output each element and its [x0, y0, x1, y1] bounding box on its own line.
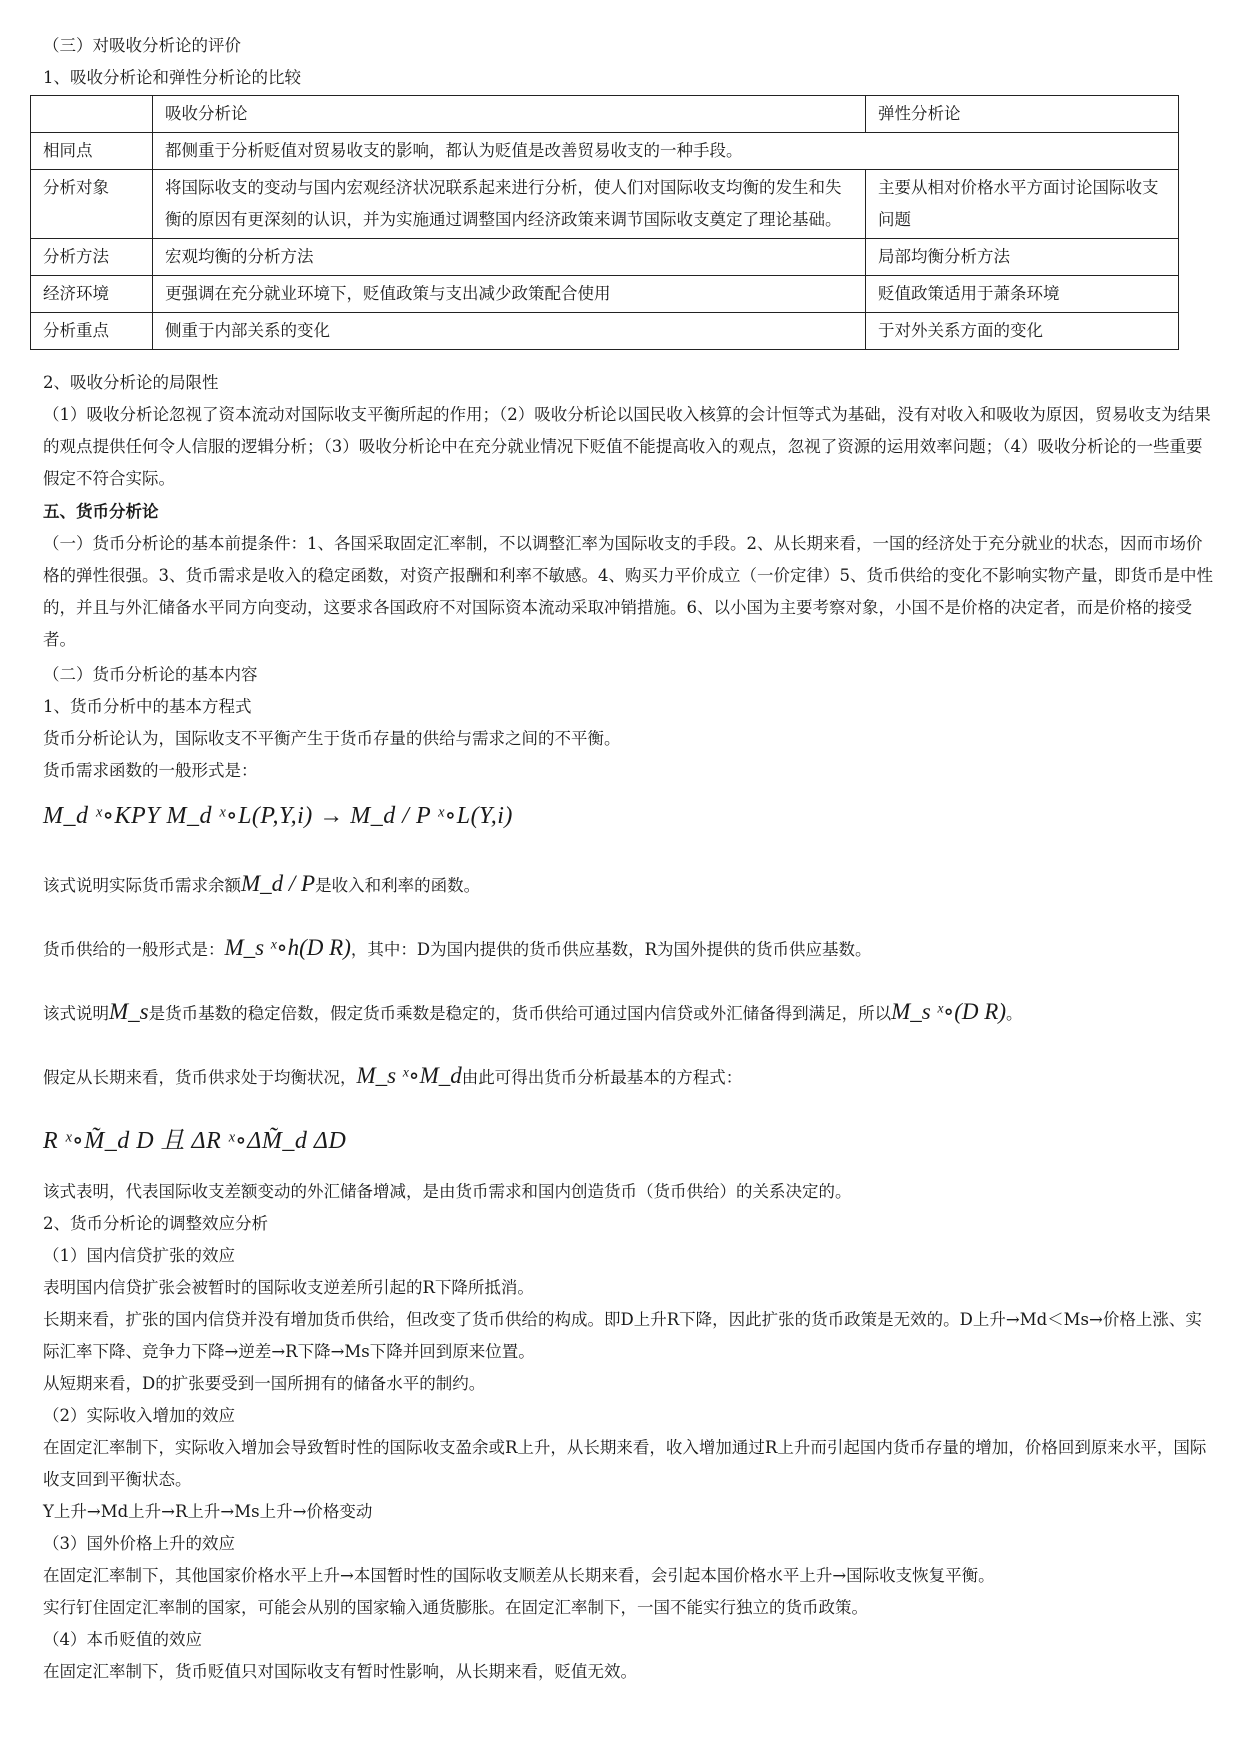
- table-cell: 贬值政策适用于萧条环境: [866, 276, 1179, 313]
- equation-heading: 1、货币分析中的基本方程式: [43, 697, 252, 716]
- text: 。: [1005, 1004, 1023, 1023]
- table-cell: 更强调在充分就业环境下，贬值政策与支出减少政策配合使用: [153, 276, 866, 313]
- text: 假定从长期来看，货币供求处于均衡状况，: [43, 1068, 357, 1087]
- table-row: [31, 313, 1179, 350]
- credit-p2: 长期来看，扩张的国内信贷并没有增加货币供给，但改变了货币供给的构成。即D上升R下降，因此扩张的货币政策是无效的。D上升→Md＜Ms→价格上涨、实际汇率下降、竞争力下降→逆差→R下降→Ms下降并回到原来位置。: [43, 1310, 1202, 1361]
- sub-title-foreign-price: （3）国外价格上升的效应: [43, 1534, 235, 1553]
- formula-inline: M_s: [109, 999, 149, 1024]
- text: 货币供给的一般形式是：: [43, 940, 225, 959]
- table-row: [31, 133, 1179, 170]
- row-label: 经济环境: [31, 276, 153, 313]
- comparison-heading: 1、吸收分析论和弹性分析论的比较: [43, 68, 301, 87]
- table-row: [31, 276, 1179, 313]
- table-header-cell: [31, 96, 153, 133]
- section-title-absorption-evaluation: （三）对吸收分析论的评价: [43, 36, 241, 55]
- basic-content-title: （二）货币分析论的基本内容: [43, 665, 258, 684]
- text: ，其中：D为国内提供的货币供应基数，R为国外提供的货币供应基数。: [350, 940, 872, 959]
- supply-note: [43, 932, 1218, 966]
- table-cell: 局部均衡分析方法: [866, 239, 1179, 276]
- result-note: 该式表明，代表国际收支差额变动的外汇储备增减，是由货币需求和国内创造货币（货币供给）的关系决定的。: [43, 1182, 852, 1201]
- foreign-price-p2: 实行钉住固定汇率制的国家，可能会从别的国家输入通货膨胀。在固定汇率制下，一国不能实行独立的货币政策。: [43, 1598, 868, 1617]
- table-cell: 于对外关系方面的变化: [866, 313, 1179, 350]
- comparison-table: [30, 95, 1179, 350]
- equation-intro: 货币分析论认为，国际收支不平衡产生于货币存量的供给与需求之间的不平衡。: [43, 729, 621, 748]
- formula-inline: M_s ˣ∘(D R): [891, 999, 1006, 1024]
- income-p1: 在固定汇率制下，实际收入增加会导致暂时性的国际收支盈余或R上升，从长期来看，收入增加通过R上升而引起国内货币存量的增加，价格回到原来水平，国际收支回到平衡状态。: [43, 1438, 1207, 1489]
- formula-inline: M_d / P: [241, 871, 316, 896]
- text: 该式说明: [43, 1004, 109, 1023]
- credit-p1: 表明国内信贷扩张会被暂时的国际收支逆差所引起的R下降所抵消。: [43, 1278, 534, 1297]
- table-cell: 侧重于内部关系的变化: [153, 313, 866, 350]
- basic-equation-formula: R ˣ∘M̃_d D 且 ΔR ˣ∘ΔM̃_d ΔD: [43, 1128, 347, 1154]
- formula-inline: M_s ˣ∘M_d: [356, 1063, 462, 1088]
- foreign-price-p1: 在固定汇率制下，其他国家价格水平上升→本国暂时性的国际收支顺差从长期来看，会引起本国价格水平上升→国际收支恢复平衡。: [43, 1566, 995, 1585]
- ms-note: [43, 996, 1218, 1030]
- credit-p3: 从短期来看，D的扩张要受到一国所拥有的储备水平的制约。: [43, 1374, 486, 1393]
- text: 该式说明实际货币需求余额: [43, 876, 241, 895]
- sub-title-devaluation: （4）本币贬值的效应: [43, 1630, 202, 1649]
- row-label: 相同点: [31, 133, 153, 170]
- text: 是货币基数的稳定倍数，假定货币乘数是稳定的，货币供给可通过国内信贷或外汇储备得到满足，所以: [148, 1004, 892, 1023]
- limits-paragraph: （1）吸收分析论忽视了资本流动对国际收支平衡所起的作用；（2）吸收分析论以国民收入核算的会计恒等式为基础，没有对收入和吸收为原因，贸易收支为结果的观点提供任何令人信服的逻辑分析；（3）吸收分析论中在充分就业情况下贬值不能提高收入的观点，忽视了资源的运用效率问题；（4）吸收分析论的一些重要假定不符合实际。: [43, 405, 1211, 488]
- demand-note: [43, 868, 1218, 902]
- table-header-cell: 弹性分析论: [866, 96, 1179, 133]
- premise-paragraph: （一）货币分析论的基本前提条件：1、各国采取固定汇率制，不以调整汇率为国际收支的手段。2、从长期来看，一国的经济处于充分就业的状态，因而市场价格的弹性很强。3、货币需求是收入的稳定函数，对资产报酬和利率不敏感。4、购买力平价成立（一价定律）5、货币供给的变化不影响实物产量，即货币是中性的，并且与外汇储备水平同方向变动，这要求各国政府不对国际资本流动采取冲销措施。6、以小国为主要考察对象，小国不是价格的决定者，而是价格的接受者。: [43, 534, 1213, 649]
- row-label: 分析对象: [31, 170, 153, 239]
- sub-title-income: （2）实际收入增加的效应: [43, 1406, 235, 1425]
- adjust-heading: 2、货币分析论的调整效应分析: [43, 1214, 268, 1233]
- row-label: 分析方法: [31, 239, 153, 276]
- formula-inline: M_s ˣ∘h(D R): [224, 935, 351, 960]
- section-title-monetary: 五、货币分析论: [43, 502, 159, 521]
- text: 是收入和利率的函数。: [315, 876, 481, 895]
- table-cell: 将国际收支的变动与国内宏观经济状况联系起来进行分析，使人们对国际收支均衡的发生和失衡的原因有更深刻的认识，并为实施通过调整国内经济政策来调节国际收支奠定了理论基础。: [153, 170, 866, 239]
- income-p2: Y上升→Md上升→R上升→Ms上升→价格变动: [43, 1502, 373, 1521]
- sub-title-credit: （1）国内信贷扩张的效应: [43, 1246, 235, 1265]
- devaluation-p1: 在固定汇率制下，货币贬值只对国际收支有暂时性影响，从长期来看，贬值无效。: [43, 1662, 637, 1681]
- demand-intro: 货币需求函数的一般形式是：: [43, 761, 258, 780]
- table-cell: 主要从相对价格水平方面讨论国际收支问题: [866, 170, 1179, 239]
- table-row: [31, 170, 1179, 239]
- table-cell: 都侧重于分析贬值对贸易收支的影响，都认为贬值是改善贸易收支的一种手段。: [153, 133, 1179, 170]
- limits-heading: 2、吸收分析论的局限性: [43, 373, 219, 392]
- equilibrium-note: [43, 1060, 1218, 1094]
- table-header-row: [31, 96, 1179, 133]
- text: 由此可得出货币分析最基本的方程式：: [461, 1068, 743, 1087]
- table-header-cell: 吸收分析论: [153, 96, 866, 133]
- table-row: [31, 239, 1179, 276]
- row-label: 分析重点: [31, 313, 153, 350]
- table-cell: 宏观均衡的分析方法: [153, 239, 866, 276]
- money-demand-formula: M_d ˣ∘KPY M_d ˣ∘L(P,Y,i) → M_d / P ˣ∘L(Y,i): [43, 803, 513, 829]
